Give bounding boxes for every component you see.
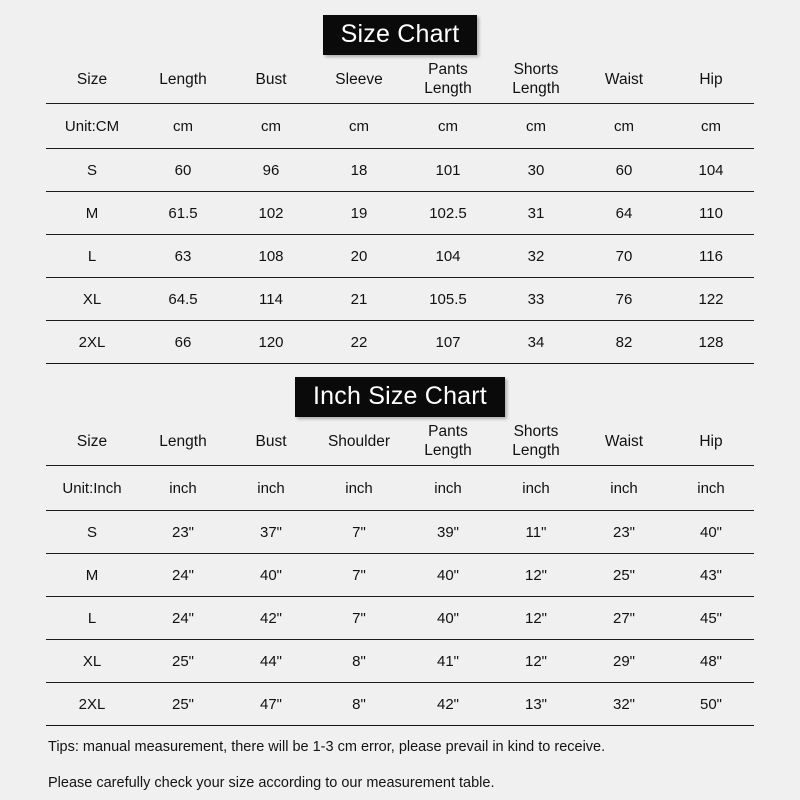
note-check-size: Please carefully check your size according to our measurement table. <box>48 775 495 791</box>
inch-header-shorts-length <box>492 417 580 466</box>
inch-row-2xl-hip: 50" <box>699 695 722 713</box>
cm-row-m-length: 61.5 <box>168 204 198 222</box>
cm-row-2xl-pants: 107 <box>435 333 461 351</box>
cm-row-2xl-shorts: 34 <box>527 333 545 351</box>
inch-unit-shorts: inch <box>522 479 550 497</box>
cm-row-2xl-length: 66 <box>174 333 192 351</box>
inch-row-l-waist: 27" <box>612 609 635 627</box>
inch-row-2xl-shorts: 13" <box>524 695 547 713</box>
inch-header-shorts-line1: Shorts <box>513 423 559 440</box>
table-row <box>46 321 754 364</box>
cm-header-pants-line1: Pants <box>428 61 468 78</box>
table-row <box>46 554 754 597</box>
inch-row-m-size: M <box>85 566 99 584</box>
cm-row-m-pants: 102.5 <box>429 204 467 222</box>
table-row <box>46 640 754 683</box>
inch-row-2xl-length: 25" <box>171 695 194 713</box>
cm-row-xl-bust: 114 <box>259 290 283 308</box>
inch-row-m-bust: 40" <box>259 566 282 584</box>
inch-header-pants-length <box>404 417 492 466</box>
cm-row-s-size: S <box>86 161 97 179</box>
cm-row-m-size: M <box>85 204 99 222</box>
inch-table-body <box>46 466 754 726</box>
cm-header-size: Size <box>76 70 108 88</box>
cm-row-s-sleeve: 18 <box>350 161 368 179</box>
cm-unit-bust: cm <box>261 117 281 135</box>
cm-row-xl-waist: 76 <box>615 290 633 308</box>
cm-header-sleeve: Sleeve <box>335 70 383 88</box>
cm-row-s-bust: 96 <box>262 161 280 179</box>
inch-row-l-hip: 45" <box>699 609 722 627</box>
inch-row-m-length: 24" <box>171 566 194 584</box>
cm-row-l-sleeve: 20 <box>350 247 368 265</box>
cm-row-s-pants: 101 <box>435 161 461 179</box>
note-tips: Tips: manual measurement, there will be 1-3 cm error, please prevail in kind to receive. <box>48 739 606 755</box>
cm-row-l-waist: 70 <box>615 247 633 265</box>
inch-row-2xl-waist: 32" <box>612 695 635 713</box>
inch-row-2xl-size: 2XL <box>78 695 106 713</box>
cm-row-s-waist: 60 <box>615 161 633 179</box>
cm-table-body <box>46 104 754 364</box>
inch-row-s-bust: 37" <box>259 523 282 541</box>
cm-row-l-hip: 116 <box>699 247 723 265</box>
inch-row-s-size: S <box>86 523 97 541</box>
cm-row-2xl-sleeve: 22 <box>350 333 368 351</box>
cm-row-l-pants: 104 <box>435 247 461 265</box>
inch-header-size: Size <box>76 432 108 450</box>
cm-row-l-length: 63 <box>174 247 192 265</box>
cm-row-2xl-size: 2XL <box>78 333 106 351</box>
inch-header-row <box>46 417 754 466</box>
cm-row-m-waist: 64 <box>615 204 633 222</box>
cm-row-m-bust: 102 <box>258 204 284 222</box>
inch-row-s-length: 23" <box>171 523 194 541</box>
cm-row-m-hip: 110 <box>699 204 723 222</box>
inch-row-m-hip: 43" <box>699 566 722 584</box>
cm-row-l-shorts: 32 <box>527 247 545 265</box>
cm-row-xl-length: 64.5 <box>168 290 198 308</box>
cm-row-l-size: L <box>87 247 97 265</box>
cm-header-pants-length <box>404 55 492 104</box>
inch-row-xl-shoulder: 8" <box>352 652 366 670</box>
cm-header-shorts-line2: Length <box>512 80 560 97</box>
inch-header-waist: Waist <box>604 432 644 450</box>
table-row <box>46 149 754 192</box>
inch-row-l-shoulder: 7" <box>352 609 366 627</box>
cm-unit-length: cm <box>173 117 193 135</box>
cm-row-s-shorts: 30 <box>527 161 545 179</box>
cm-row-2xl-bust: 120 <box>258 333 284 351</box>
cm-unit-row <box>46 104 754 149</box>
cm-row-xl-pants: 105.5 <box>429 290 467 308</box>
size-chart-title-row <box>0 0 800 55</box>
inch-row-m-waist: 25" <box>612 566 635 584</box>
inch-table-wrap <box>46 417 754 726</box>
inch-row-l-pants: 40" <box>436 609 459 627</box>
cm-row-2xl-waist: 82 <box>615 333 633 351</box>
inch-row-l-bust: 42" <box>259 609 282 627</box>
table-row <box>46 597 754 640</box>
cm-row-m-shorts: 31 <box>527 204 545 222</box>
inch-row-s-shorts: 11" <box>525 523 547 541</box>
inch-row-xl-pants: 41" <box>436 652 459 670</box>
inch-row-xl-waist: 29" <box>612 652 635 670</box>
cm-row-m-sleeve: 19 <box>350 204 368 222</box>
inch-unit-label: Unit:Inch <box>62 479 122 497</box>
cm-unit-sleeve: cm <box>349 117 369 135</box>
cm-row-xl-size: XL <box>82 290 102 308</box>
inch-size-table <box>46 417 754 726</box>
inch-row-s-waist: 23" <box>612 523 635 541</box>
inch-header-length: Length <box>159 432 207 450</box>
inch-row-l-size: L <box>87 609 97 627</box>
cm-unit-shorts: cm <box>526 117 546 135</box>
inch-row-m-shoulder: 7" <box>352 566 366 584</box>
cm-table-wrap <box>46 55 754 364</box>
cm-header-pants-line2: Length <box>424 80 472 97</box>
inch-row-l-shorts: 12" <box>524 609 547 627</box>
cm-unit-waist: cm <box>614 117 634 135</box>
inch-unit-row <box>46 466 754 511</box>
inch-header-bust: Bust <box>255 432 287 450</box>
inch-unit-bust: inch <box>257 479 285 497</box>
inch-header-pants-line2: Length <box>424 442 472 459</box>
cm-row-xl-hip: 122 <box>698 290 724 308</box>
inch-row-m-shorts: 12" <box>524 566 547 584</box>
measurement-notes <box>46 726 754 792</box>
cm-row-s-hip: 104 <box>698 161 724 179</box>
inch-row-m-pants: 40" <box>436 566 459 584</box>
cm-header-length: Length <box>159 70 207 88</box>
inch-row-2xl-shoulder: 8" <box>352 695 366 713</box>
cm-row-xl-sleeve: 21 <box>350 290 368 308</box>
inch-row-s-hip: 40" <box>699 523 722 541</box>
cm-header-hip: Hip <box>699 70 723 88</box>
table-row <box>46 278 754 321</box>
inch-header-shorts-line2: Length <box>512 442 560 459</box>
cm-header-row <box>46 55 754 104</box>
cm-row-s-length: 60 <box>174 161 192 179</box>
cm-row-xl-shorts: 33 <box>527 290 545 308</box>
inch-row-xl-size: XL <box>82 652 102 670</box>
inch-row-2xl-pants: 42" <box>436 695 459 713</box>
table-row <box>46 235 754 278</box>
size-chart-title-badge: Size Chart <box>323 15 478 55</box>
cm-header-shorts-line1: Shorts <box>513 61 559 78</box>
cm-header-shorts-length <box>492 55 580 104</box>
cm-unit-label: Unit:CM <box>64 117 120 135</box>
inch-row-xl-bust: 44" <box>259 652 282 670</box>
inch-row-xl-length: 25" <box>171 652 194 670</box>
cm-row-2xl-hip: 128 <box>698 333 724 351</box>
inch-row-s-shoulder: 7" <box>352 523 366 541</box>
cm-header-bust: Bust <box>255 70 287 88</box>
inch-unit-waist: inch <box>610 479 638 497</box>
cm-size-table <box>46 55 754 364</box>
table-row <box>46 192 754 235</box>
inch-unit-length: inch <box>169 479 197 497</box>
inch-size-chart-title-badge: Inch Size Chart <box>295 377 505 417</box>
inch-row-2xl-bust: 47" <box>259 695 282 713</box>
cm-unit-hip: cm <box>701 117 721 135</box>
cm-row-l-bust: 108 <box>258 247 284 265</box>
inch-size-chart-title-row <box>0 364 800 417</box>
inch-header-shoulder: Shoulder <box>327 432 391 450</box>
inch-row-xl-hip: 48" <box>699 652 722 670</box>
table-row <box>46 683 754 726</box>
inch-unit-shoulder: inch <box>345 479 373 497</box>
inch-unit-hip: inch <box>697 479 725 497</box>
inch-header-pants-line1: Pants <box>428 423 468 440</box>
inch-row-s-pants: 39" <box>436 523 459 541</box>
inch-unit-pants: inch <box>434 479 462 497</box>
cm-header-waist: Waist <box>604 70 644 88</box>
cm-unit-pants: cm <box>438 117 458 135</box>
inch-row-l-length: 24" <box>171 609 194 627</box>
inch-header-hip: Hip <box>699 432 723 450</box>
table-row <box>46 511 754 554</box>
inch-row-xl-shorts: 12" <box>524 652 547 670</box>
